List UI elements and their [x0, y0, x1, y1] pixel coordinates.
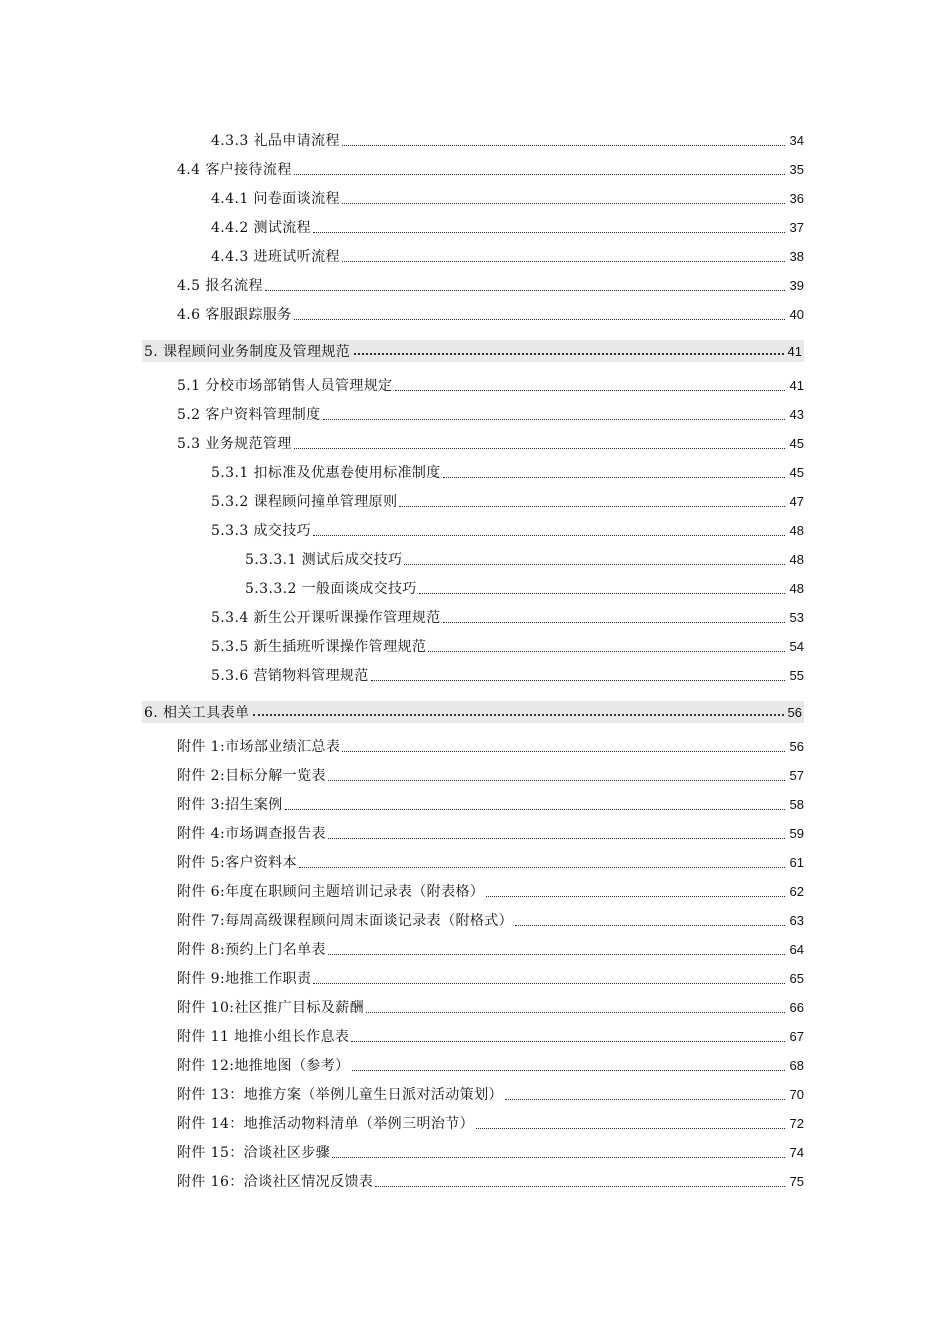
- toc-page-number: 48: [789, 523, 804, 538]
- toc-leader-dots: [354, 353, 783, 355]
- toc-entry[interactable]: [0, 964, 804, 993]
- toc-leader-dots: [294, 319, 785, 320]
- toc-page-number: 36: [789, 191, 804, 206]
- toc-entry-title: 4.4.1 问卷面谈流程: [211, 191, 340, 207]
- toc-entry-title: 5.3.3.2 一般面谈成交技巧: [245, 581, 417, 597]
- toc-entry[interactable]: [0, 632, 804, 661]
- toc-leader-dots: [428, 651, 785, 652]
- toc-entry-title: 5.2 客户资料管理制度: [177, 407, 321, 423]
- toc-leader-dots: [342, 145, 785, 146]
- toc-page-number: 61: [789, 855, 804, 870]
- toc-entry-title: 5.1 分校市场部销售人员管理规定: [177, 378, 393, 394]
- toc-entry-title: 附件 16：洽谈社区情况反馈表: [177, 1174, 374, 1190]
- toc-entry[interactable]: [0, 661, 804, 690]
- toc-entry[interactable]: [0, 1022, 804, 1051]
- toc-entry-title: 4.4.3 进班试听流程: [211, 249, 340, 265]
- toc-page-number: 72: [789, 1116, 804, 1131]
- toc-leader-dots: [313, 983, 785, 984]
- toc-entry-title: 附件 5:客户资料本: [177, 855, 298, 871]
- toc-page-number: 45: [789, 436, 804, 451]
- toc-entry[interactable]: [0, 574, 804, 603]
- toc-entry-title: 4.4 客户接待流程: [177, 162, 292, 178]
- toc-entry-title: 附件 14：地推活动物料清单（举例三明治节）: [177, 1116, 475, 1132]
- toc-leader-dots: [395, 390, 785, 391]
- toc-entry-title: 5.3.1 扣标准及优惠卷使用标准制度: [211, 465, 441, 481]
- toc-leader-dots: [443, 622, 785, 623]
- toc-page-number: 67: [789, 1029, 804, 1044]
- toc-entry-title: 5.3.5 新生插班听课操作管理规范: [211, 639, 427, 655]
- toc-leader-dots: [375, 1186, 785, 1187]
- toc-entry[interactable]: [0, 1051, 804, 1080]
- toc-entry[interactable]: [0, 935, 804, 964]
- toc-page-number: 55: [789, 668, 804, 683]
- toc-entry-title: 4.3.3 礼品申请流程: [211, 133, 340, 149]
- toc-leader-dots: [299, 867, 785, 868]
- toc-entry-title: 附件 1:市场部业绩汇总表: [177, 739, 341, 755]
- toc-leader-dots: [443, 477, 785, 478]
- toc-entry[interactable]: [0, 1138, 804, 1167]
- toc-entry-title: 5.3.4 新生公开课听课操作管理规范: [211, 610, 441, 626]
- toc-leader-dots: [351, 1041, 785, 1042]
- toc-page-number: 45: [789, 465, 804, 480]
- toc-page-number: 53: [789, 610, 804, 625]
- toc-chapter-5[interactable]: [142, 340, 804, 362]
- toc-entry[interactable]: [0, 732, 804, 761]
- toc-entry-title: 附件 7:每周高级课程顾问周末面谈记录表（附格式）: [177, 913, 514, 929]
- toc-entry[interactable]: [0, 761, 804, 790]
- toc-entry[interactable]: [0, 155, 804, 184]
- table-of-contents: [0, 126, 950, 1196]
- toc-page-number: 48: [789, 581, 804, 596]
- toc-entry-title: 5.3.2 课程顾问撞单管理原则: [211, 494, 398, 510]
- toc-page-number: 57: [789, 768, 804, 783]
- toc-leader-dots: [313, 232, 785, 233]
- toc-entry-title: 附件 3:招生案例: [177, 797, 283, 813]
- toc-entry-title: 4.4.2 测试流程: [211, 220, 312, 236]
- toc-entry-title: 附件 15：洽谈社区步骤: [177, 1145, 331, 1161]
- toc-entry-title: 附件 8:预约上门名单表: [177, 942, 326, 958]
- toc-entry[interactable]: [0, 400, 804, 429]
- toc-chapter-title: 5. 课程顾问业务制度及管理规范: [144, 344, 351, 360]
- toc-entry-title: 4.6 客服跟踪服务: [177, 307, 292, 323]
- toc-leader-dots: [486, 896, 785, 897]
- toc-leader-dots: [328, 838, 785, 839]
- toc-leader-dots: [328, 954, 785, 955]
- toc-leader-dots: [371, 680, 785, 681]
- toc-page-number: 35: [789, 162, 804, 177]
- toc-page-number: 63: [789, 913, 804, 928]
- toc-entry[interactable]: [0, 545, 804, 574]
- toc-page-number: 75: [789, 1174, 804, 1189]
- toc-entry[interactable]: [0, 516, 804, 545]
- toc-page-number: 66: [789, 1000, 804, 1015]
- toc-leader-dots: [419, 593, 785, 594]
- toc-leader-dots: [294, 448, 785, 449]
- toc-page-number: 59: [789, 826, 804, 841]
- toc-entry[interactable]: [0, 487, 804, 516]
- toc-entry[interactable]: [0, 126, 804, 155]
- toc-leader-dots: [342, 751, 785, 752]
- toc-entry-title: 附件 11 地推小组长作息表: [177, 1029, 350, 1045]
- toc-page-number: 39: [789, 278, 804, 293]
- toc-entry-title: 5.3.6 营销物料管理规范: [211, 668, 369, 684]
- toc-chapter-6[interactable]: [142, 701, 804, 723]
- toc-leader-dots: [265, 290, 785, 291]
- toc-page-number: 37: [789, 220, 804, 235]
- toc-page-number: 40: [789, 307, 804, 322]
- toc-entry[interactable]: [0, 906, 804, 935]
- toc-entry-title: 附件 9:地推工作职责: [177, 971, 312, 987]
- toc-entry[interactable]: [0, 1109, 804, 1138]
- toc-entry[interactable]: [0, 819, 804, 848]
- toc-leader-dots: [313, 535, 785, 536]
- toc-entry[interactable]: [0, 790, 804, 819]
- toc-page-number: 64: [789, 942, 804, 957]
- toc-page-number: 68: [789, 1058, 804, 1073]
- toc-entry-title: 5.3.3 成交技巧: [211, 523, 312, 539]
- toc-page-number: 34: [789, 133, 804, 148]
- toc-entry[interactable]: [0, 184, 804, 213]
- toc-page-number: 56: [789, 739, 804, 754]
- toc-page-number: 70: [789, 1087, 804, 1102]
- toc-page-number: 74: [789, 1145, 804, 1160]
- toc-entry[interactable]: [0, 877, 804, 906]
- toc-page-number: 48: [789, 552, 804, 567]
- toc-page-number: 58: [789, 797, 804, 812]
- toc-chapter-title: 6. 相关工具表单: [144, 705, 250, 721]
- toc-page-number: 38: [789, 249, 804, 264]
- toc-page-number: 56: [787, 704, 802, 720]
- toc-entry[interactable]: [0, 242, 804, 271]
- toc-page-number: 65: [789, 971, 804, 986]
- toc-leader-dots: [404, 564, 785, 565]
- toc-entry-title: 附件 10:社区推广目标及薪酬: [177, 1000, 364, 1016]
- toc-entry[interactable]: [0, 371, 804, 400]
- toc-entry[interactable]: [0, 993, 804, 1022]
- toc-leader-dots: [285, 809, 785, 810]
- toc-page-number: 62: [789, 884, 804, 899]
- toc-group-section-5: [0, 371, 950, 690]
- toc-page-number: 43: [789, 407, 804, 422]
- toc-entry-title: 附件 4:市场调查报告表: [177, 826, 326, 842]
- toc-leader-dots: [323, 419, 785, 420]
- toc-entry-title: 4.5 报名流程: [177, 278, 263, 294]
- toc-group-section-4: [0, 126, 950, 329]
- toc-leader-dots: [253, 714, 783, 716]
- toc-entry-title: 5.3.3.1 测试后成交技巧: [245, 552, 403, 568]
- toc-entry[interactable]: [0, 1167, 804, 1196]
- toc-entry-title: 5.3 业务规范管理: [177, 436, 292, 452]
- toc-entry[interactable]: [0, 429, 804, 458]
- toc-leader-dots: [352, 1070, 785, 1071]
- toc-leader-dots: [332, 1157, 785, 1158]
- toc-leader-dots: [328, 780, 785, 781]
- toc-entry[interactable]: [0, 458, 804, 487]
- toc-entry[interactable]: [0, 271, 804, 300]
- toc-leader-dots: [366, 1012, 785, 1013]
- toc-page-number: 41: [789, 378, 804, 393]
- toc-leader-dots: [342, 203, 785, 204]
- toc-group-attachments: [0, 732, 950, 1196]
- toc-entry-title: 附件 13：地推方案（举例儿童生日派对活动策划）: [177, 1087, 503, 1103]
- toc-entry-title: 附件 12:地推地图（参考）: [177, 1058, 350, 1074]
- toc-entry[interactable]: [0, 300, 804, 329]
- toc-leader-dots: [515, 925, 785, 926]
- toc-entry[interactable]: [0, 1080, 804, 1109]
- toc-page-number: 47: [789, 494, 804, 509]
- toc-leader-dots: [505, 1099, 785, 1100]
- toc-entry[interactable]: [0, 603, 804, 632]
- toc-leader-dots: [476, 1128, 785, 1129]
- toc-leader-dots: [294, 174, 785, 175]
- toc-entry-title: 附件 6:年度在职顾问主题培训记录表（附表格）: [177, 884, 485, 900]
- toc-page-number: 41: [787, 343, 802, 359]
- toc-page-number: 54: [789, 639, 804, 654]
- toc-entry-title: 附件 2:目标分解一览表: [177, 768, 326, 784]
- toc-entry[interactable]: [0, 848, 804, 877]
- toc-leader-dots: [399, 506, 785, 507]
- toc-leader-dots: [342, 261, 785, 262]
- toc-entry[interactable]: [0, 213, 804, 242]
